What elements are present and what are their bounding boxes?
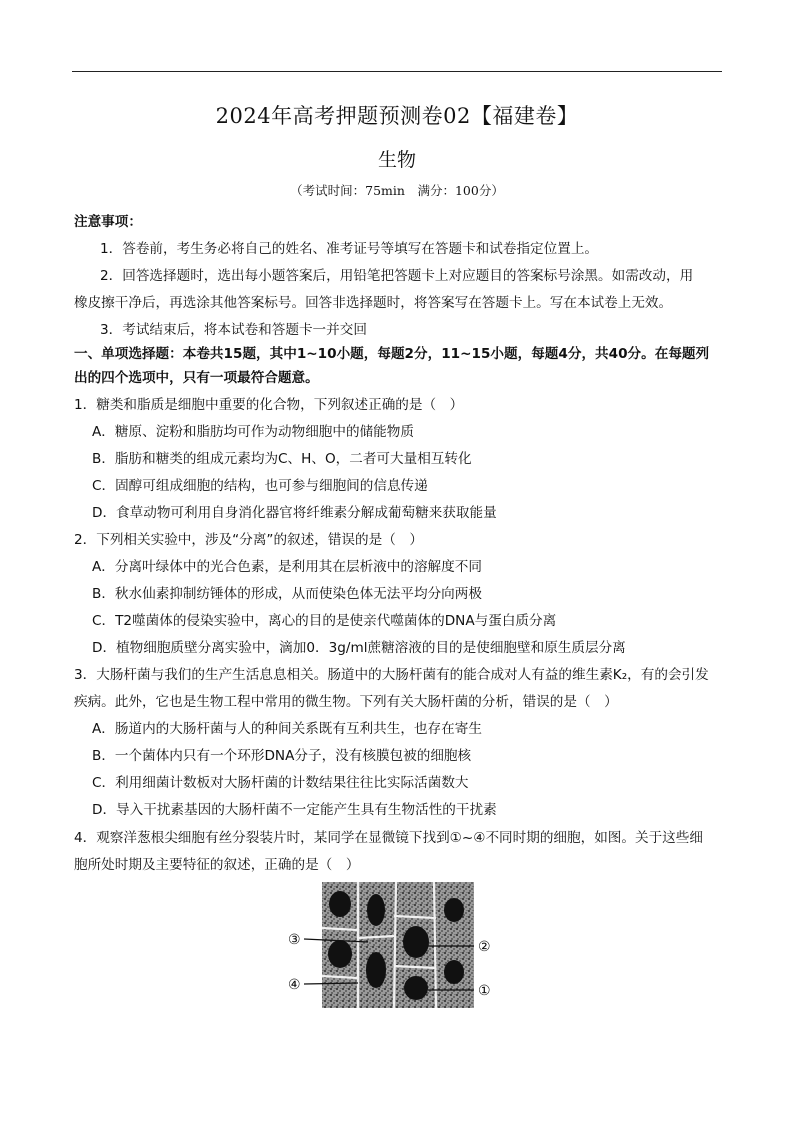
note-item: 橡皮擦干净后，再选涂其他答案标号。回答非选择题时，将答案写在答题卡上。写在本试卷上无效。 — [74, 295, 673, 311]
question-stem: 1．糖类和脂质是细胞中重要的化合物，下列叙述正确的是（ ） — [74, 397, 464, 413]
figure-label-4: ④ — [288, 977, 301, 993]
question-option: A．分离叶绿体中的光合色素，是利用其在层析液中的溶解度不同 — [92, 559, 482, 575]
note-item: 1．答卷前，考生务必将自己的姓名、准考证号等填写在答题卡和试卷指定位置上。 — [100, 241, 599, 257]
question-stem-cont: 疾病。此外，它也是生物工程中常用的微生物。下列有关大肠杆菌的分析，错误的是（ ） — [74, 694, 618, 710]
question-stem-cont: 胞所处时期及主要特征的叙述，正确的是（ ） — [74, 857, 360, 873]
question-stem: 4．观察洋葱根尖细胞有丝分裂装片时，某同学在显微镜下找到①~④不同时期的细胞，如图。关于这些细 — [74, 830, 703, 846]
question-stem: 2．下列相关实验中，涉及“分离”的叙述，错误的是（ ） — [74, 532, 423, 548]
question-option: D．植物细胞质壁分离实验中，滴加0．3g/ml蔗糖溶液的目的是使细胞壁和原生质层分离 — [92, 640, 626, 656]
question-option: A．糖原、淀粉和脂肪均可作为动物细胞中的储能物质 — [92, 424, 414, 440]
question-option: B．秋水仙素抑制纺锤体的形成，从而使染色体无法平均分向两极 — [92, 586, 482, 602]
section-heading-cont: 出的四个选项中，只有一项最符合题意。 — [74, 370, 319, 386]
note-item: 2．回答选择题时，选出每小题答案后，用铅笔把答题卡上对应题目的答案标号涂黑。如需改动，用 — [100, 268, 694, 284]
header-rule — [72, 71, 722, 72]
question-option: C．T2噬菌体的侵染实验中，离心的目的是使亲代噬菌体的DNA与蛋白质分离 — [92, 613, 557, 629]
micrograph-figure — [288, 880, 508, 1010]
question-stem: 3．大肠杆菌与我们的生产生活息息相关。肠道中的大肠杆菌有的能合成对人有益的维生素K₂，有的会引发 — [74, 667, 709, 683]
question-option: D．食草动物可利用自身消化器官将纤维素分解成葡萄糖来获取能量 — [92, 505, 497, 521]
question-option: C．固醇可组成细胞的结构，也可参与细胞间的信息传递 — [92, 478, 428, 494]
question-option: D．导入干扰素基因的大肠杆菌不一定能产生具有生物活性的干扰素 — [92, 802, 497, 818]
question-option: B．一个菌体内只有一个环形DNA分子，没有核膜包被的细胞核 — [92, 748, 472, 764]
note-item: 3．考试结束后，将本试卷和答题卡一并交回 — [100, 322, 367, 338]
question-option: B．脂肪和糖类的组成元素均为C、H、O，二者可大量相互转化 — [92, 451, 472, 467]
figure-label-3: ③ — [288, 932, 301, 948]
exam-info: （考试时间：75min 满分：100分） — [290, 183, 504, 198]
subject-title: 生物 — [377, 149, 416, 171]
question-option: C．利用细菌计数板对大肠杆菌的计数结果往往比实际活菌数大 — [92, 775, 469, 791]
exam-title: 2024年高考押题预测卷02【福建卷】 — [215, 104, 579, 128]
section-heading: 一、单项选择题：本卷共15题，其中1~10小题，每题2分，11~15小题，每题4分，共40分。在每题列 — [74, 346, 710, 362]
figure-label-1: ① — [478, 983, 491, 999]
question-option: A．肠道内的大肠杆菌与人的种间关系既有互利共生，也存在寄生 — [92, 721, 482, 737]
notes-heading: 注意事项： — [74, 214, 142, 230]
figure-label-2: ② — [478, 939, 491, 955]
